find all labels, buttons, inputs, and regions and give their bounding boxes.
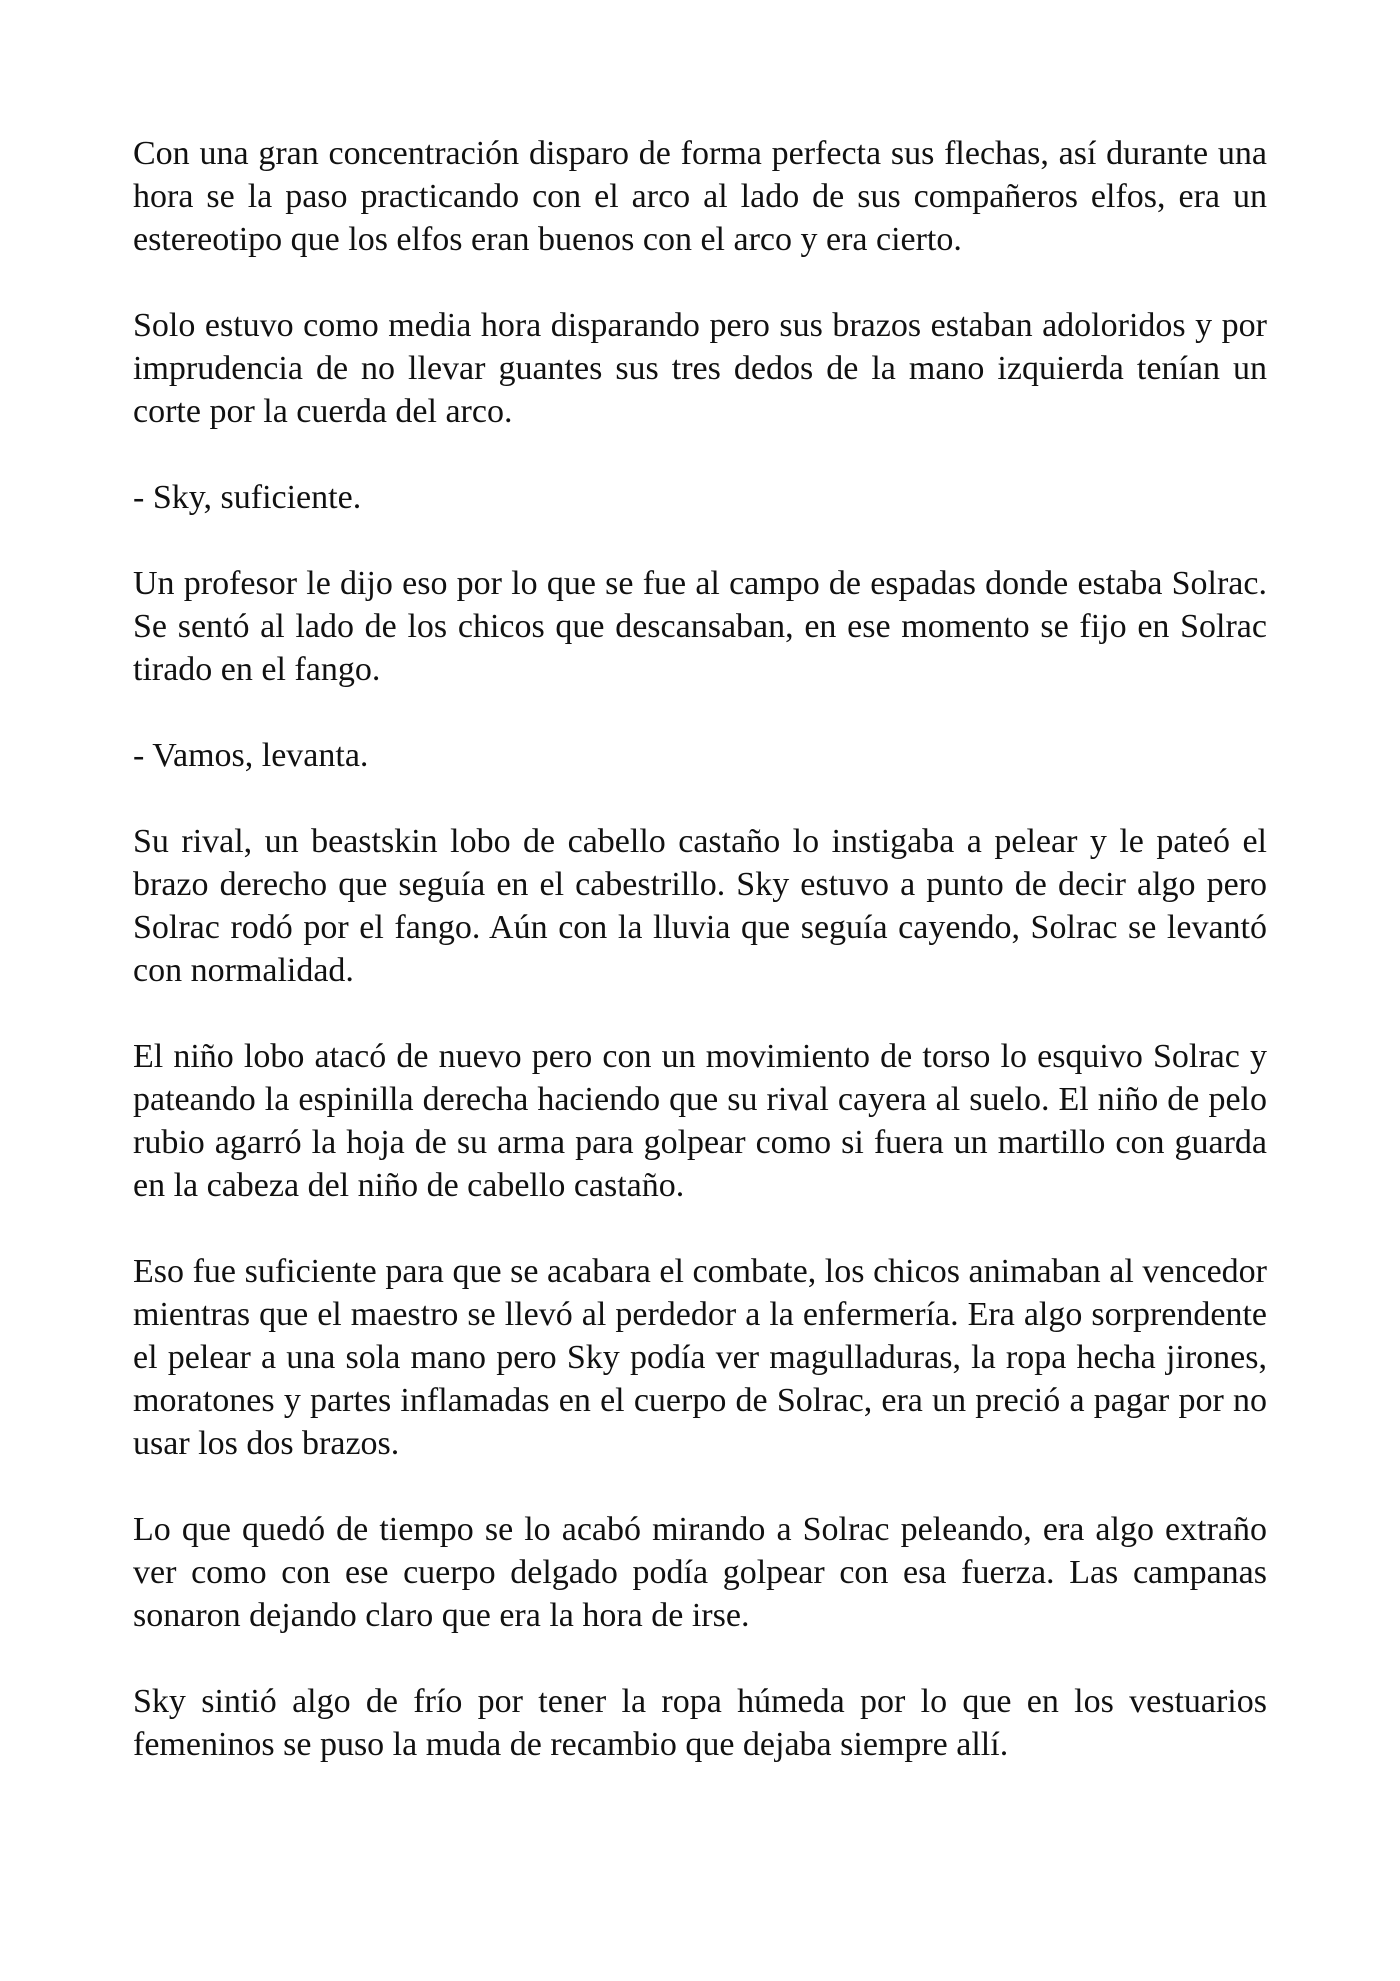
paragraph-2: Solo estuvo como media hora disparando pero sus brazos estaban adoloridos y por imprudencia de no llevar guantes sus tres dedos de la mano izquierda tenían un corte por la cuerda del arco.: [133, 307, 1267, 430]
body-text: [133, 132, 1267, 1766]
paragraph-3: Un profesor le dijo eso por lo que se fue al campo de espadas donde estaba Solrac. Se sentó al lado de los chicos que descansaban, en ese momento se fijo en Solrac tirado en el fango.: [133, 565, 1267, 688]
paragraph-7: Lo que quedó de tiempo se lo acabó mirando a Solrac peleando, era algo extraño ver como con ese cuerpo delgado podía golpear con esa fuerza. Las campanas sonaron dejando claro que era la hora de irse.: [133, 1511, 1267, 1634]
paragraph-1: Con una gran concentración disparo de forma perfecta sus flechas, así durante una hora se la paso practicando con el arco al lado de sus compañeros elfos, era un estereotipo que los elfos eran buenos con el arco y era cierto.: [133, 135, 1267, 258]
paragraph-6: Eso fue suficiente para que se acabara el combate, los chicos animaban al vencedor mientras que el maestro se llevó al perdedor a la enfermería. Era algo sorprendente el pelear a una sola mano pero Sky podía ver magulladuras, la ropa hecha jirones, moratones y partes inflamadas en el cuerpo de Solrac, era un preció a pagar por no usar los dos brazos.: [133, 1253, 1267, 1462]
paragraph-5: El niño lobo atacó de nuevo pero con un movimiento de torso lo esquivo Solrac y pateando la espinilla derecha haciendo que su rival cayera al suelo. El niño de pelo rubio agarró la hoja de su arma para golpear como si fuera un martillo con guarda en la cabeza del niño de cabello castaño.: [133, 1038, 1267, 1204]
dialogue-line-2: - Vamos, levanta.: [133, 737, 369, 774]
paragraph-4: Su rival, un beastskin lobo de cabello castaño lo instigaba a pelear y le pateó el brazo derecho que seguía en el cabestrillo. Sky estuvo a punto de decir algo pero Solrac rodó por el fango. Aún con la lluvia que seguía cayendo, Solrac se levantó con normalidad.: [133, 823, 1267, 989]
paragraph-8: Sky sintió algo de frío por tener la ropa húmeda por lo que en los vestuarios femeninos se puso la muda de recambio que dejaba siempre allí.: [133, 1683, 1267, 1763]
dialogue-line-1: - Sky, suficiente.: [133, 479, 362, 516]
